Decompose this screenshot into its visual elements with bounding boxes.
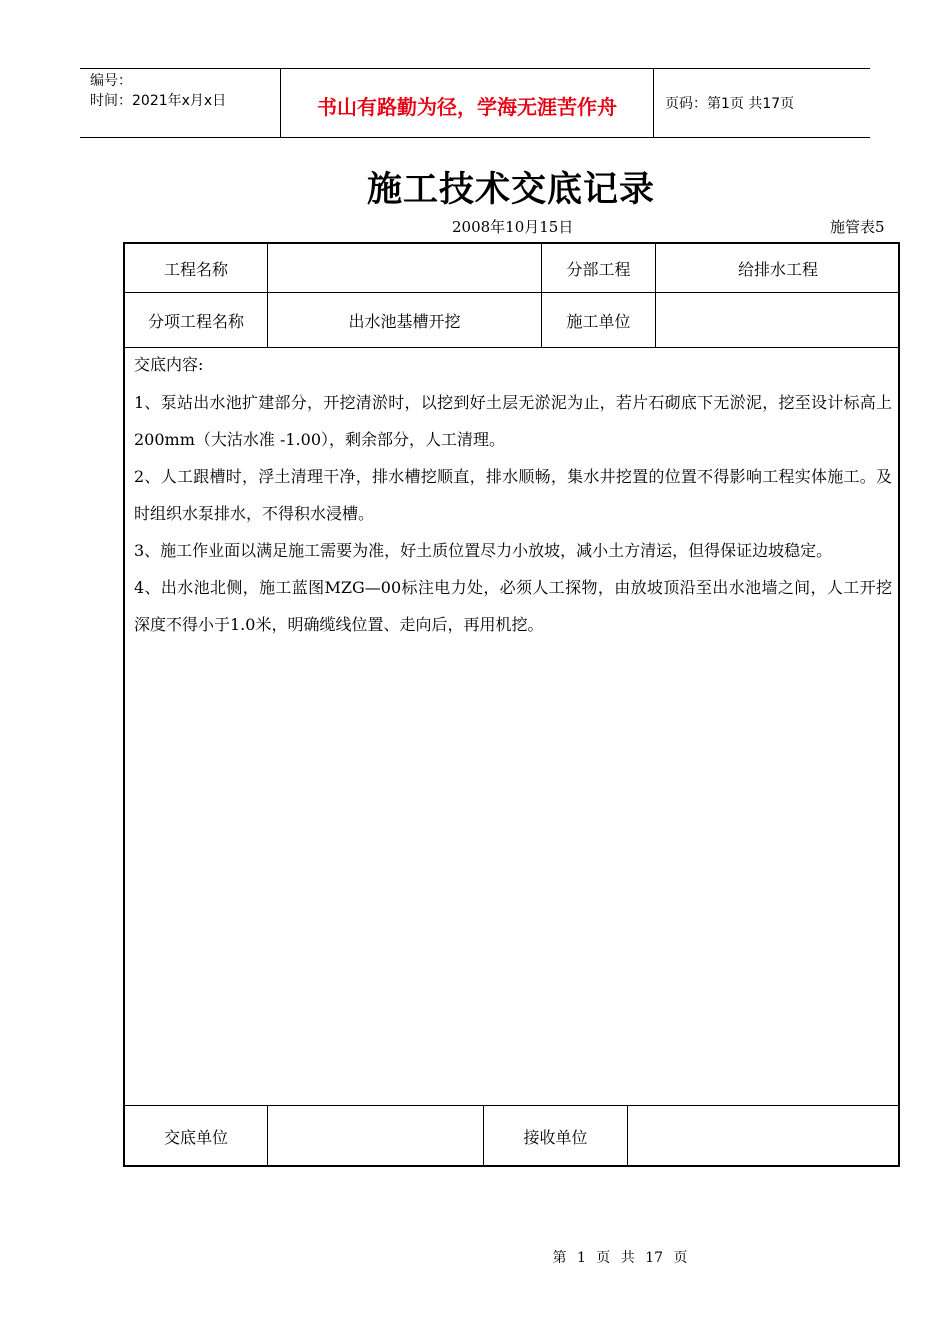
header-meta [80, 69, 280, 137]
record-table [123, 242, 900, 1167]
handover-unit-value [268, 1106, 483, 1167]
content-item-3: 3、施工作业面以满足施工需要为准，好土质位置尽力小放坡，减小土方清运，但得保证边坡稳定。 [134, 541, 833, 560]
row-divider [125, 347, 898, 348]
document-header [80, 68, 870, 138]
construction-unit-value [656, 293, 900, 347]
handover-content [134, 350, 892, 643]
item-name-label: 分项工程名称 [147, 311, 244, 331]
record-date: 2008年10月15日 [452, 218, 574, 236]
content-item-2: 2、人工跟槽时，浮土清理干净，排水槽挖顺直，排水顺畅，集水井挖置的位置不得影响工程实体施工。及时组织水泵排水，不得积水浸槽。 [134, 467, 892, 523]
document-time: 时间：2021年x月x日 [90, 93, 227, 109]
project-name-value [268, 244, 541, 292]
construction-unit-label: 施工单位 [566, 311, 631, 331]
receiving-unit-label: 接收单位 [523, 1128, 588, 1147]
content-label: 交底内容: [134, 355, 204, 374]
project-name-label: 工程名称 [163, 259, 228, 279]
document-number-label: 编号： [90, 73, 132, 89]
sub-project-label: 分部工程 [566, 259, 631, 279]
page-footer: 第 1 页 共 17 页 [552, 1250, 688, 1266]
handover-unit-label: 交底单位 [163, 1128, 228, 1147]
sub-project-value: 给排水工程 [737, 259, 818, 279]
header-motto: 书山有路勤为径，学海无涯苦作舟 [280, 69, 654, 137]
content-item-4: 4、出水池北侧，施工蓝图MZG—00标注电力处，必须人工探物，由放坡顶沿至出水池墙之间，人工开挖深度不得小于1.0米，明确缆线位置、走向后，再用机挖。 [134, 578, 892, 634]
header-page-info: 页码：第1页 共17页 [665, 96, 795, 112]
page-title: 施工技术交底记录 [366, 169, 655, 210]
receiving-unit-value [628, 1106, 900, 1167]
content-item-1: 1、泵站出水池扩建部分，开挖清淤时，以挖到好土层无淤泥为止，若片石砌底下无淤泥，挖至设计标高上200mm（大沽水准 -1.00），剩余部分，人工清理。 [134, 393, 892, 449]
form-number: 施管表5 [830, 218, 885, 236]
item-name-value: 出水池基槽开挖 [348, 311, 461, 331]
